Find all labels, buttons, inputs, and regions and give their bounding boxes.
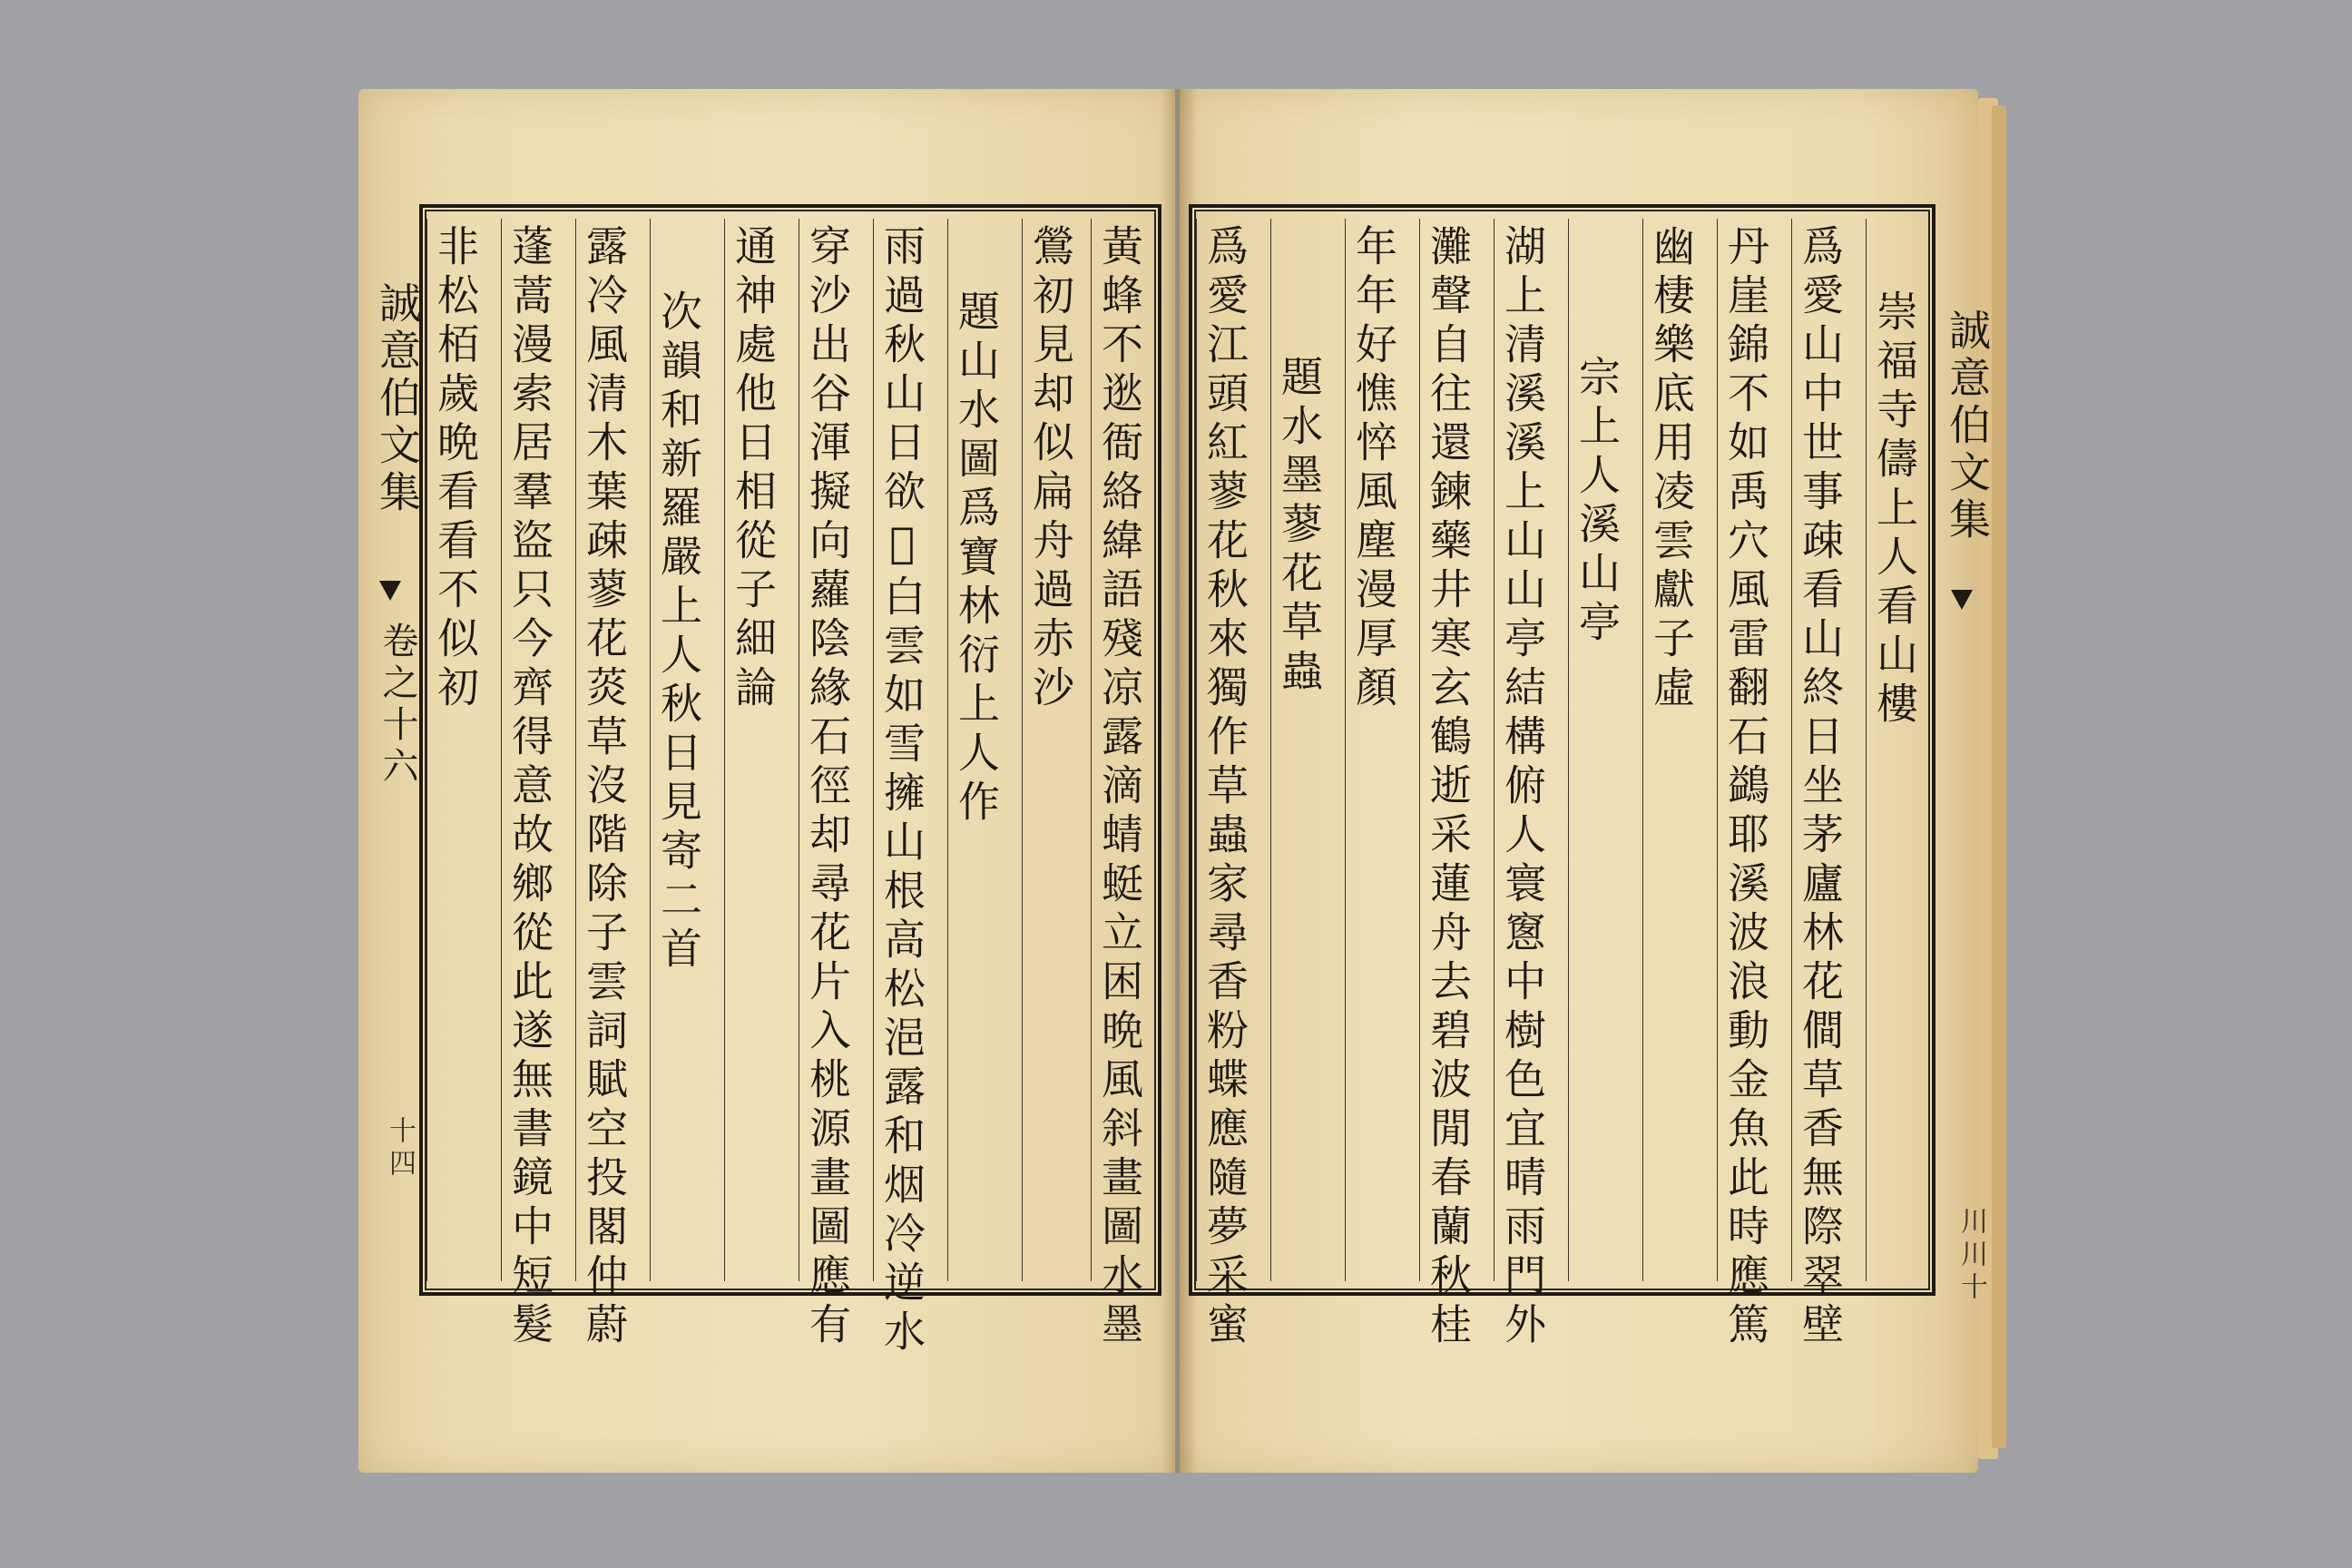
- left-column-6: 通神處他日相從子細論: [724, 219, 782, 1281]
- left-volume-label: 卷之十六: [377, 622, 418, 789]
- left-column-10: 非松栢歲晩看看不似初: [426, 219, 485, 1281]
- left-margin-title: 誠意伯文集: [373, 281, 422, 517]
- right-text-frame: [1189, 204, 1936, 1351]
- right-folio-number: 川川十: [1955, 1207, 1987, 1305]
- page-stack-edge-back: [1992, 105, 2006, 1448]
- right-column-6: 湖上清溪溪上山山亭結構俯人寰窻中樹色宜晴雨門外: [1494, 219, 1552, 1281]
- left-column-8: 露冷風清木葉疎蓼花菼草沒階除子雲詞賦空投閣仲蔚: [575, 219, 633, 1281]
- right-column-5-heading: 宗上人溪山亭: [1568, 219, 1626, 1281]
- left-column-2: 鶯初見却似扁舟過赤沙: [1022, 219, 1080, 1281]
- left-column-1: 黃蜂不逖衙絡緯語殘凉露滴蜻蜓立困晩風斜畫圖水墨: [1091, 219, 1149, 1281]
- left-column-7-heading: 次韻和新羅嚴上人秋日見寄二首: [650, 219, 708, 1281]
- right-column-9-heading: 題水墨蓼花草蟲: [1270, 219, 1328, 1281]
- left-folio-number: 十四: [384, 1116, 416, 1181]
- right-column-10: 爲愛江頭紅蓼花秋來獨作草蟲家尋香粉蝶應隨夢采蜜: [1196, 219, 1254, 1281]
- left-column-5: 穿沙出谷渾擬向蘿陰緣石徑却尋花片入桃源畫圖應有: [799, 219, 857, 1281]
- right-margin-title: 誠意伯文集: [1943, 309, 1992, 544]
- left-column-4: 雨過秋山日欲𣚮白雲如雪擁山根高松浥露和烟冷逆水: [873, 219, 931, 1281]
- right-column-4: 幽棲樂底用凌雲獻子虛: [1642, 219, 1700, 1281]
- left-column-3-heading: 題山水圖爲寶林衍上人作: [947, 219, 1005, 1281]
- right-column-7: 灘聲自往還鍊藥井寒玄鶴逝采蓮舟去碧波閒春蘭秋桂: [1419, 219, 1477, 1281]
- right-column-8: 年年好憔悴風塵漫厚顏: [1345, 219, 1403, 1281]
- left-text-frame: [419, 204, 1161, 1358]
- right-column-3: 丹崖錦不如禹穴風雷翻石鷁耶溪波浪動金魚此時應篤: [1717, 219, 1775, 1281]
- left-column-9: 蓬蒿漫索居羣盜只今齊得意故鄉從此遂無書鏡中短髮: [501, 219, 559, 1281]
- right-column-2: 爲愛山中世事疎看山終日坐茅廬林花僴草香無際翠壁: [1791, 219, 1849, 1281]
- right-column-1-heading: 崇福寺儔上人看山樓: [1866, 219, 1924, 1281]
